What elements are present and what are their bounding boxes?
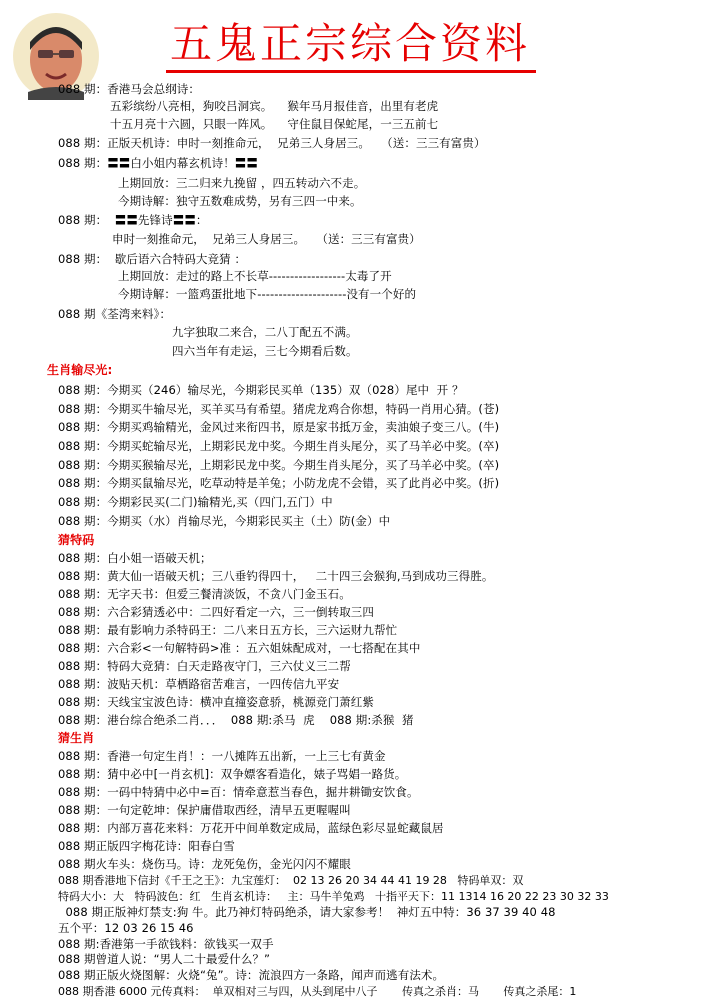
text-line: 088 期火车头：烧伤马。诗：龙死兔伤，金光闪闪不耀眼 <box>58 857 351 871</box>
text-line: 088 期：特码大竞猜：白天走路夜守门，三六仗义三二帮 <box>58 659 351 673</box>
text-line: 088 期：黄大仙一语破天机；三八垂钓得四十， 二十四三会猴狗,马到成功三得胜。 <box>58 569 494 583</box>
text-line: 申时一刻推命元， 兄弟三人身居三。 （送：三三有富贵） <box>112 232 421 246</box>
text-line: 上期回放：三二归来九挽留 ，四五转动六不走。 <box>118 176 366 190</box>
text-line: 特码大小：大 特码波色：红 生肖玄机诗： 主：马牛羊兔鸡 十指平天下：11 1314 16 20 22 23 30 32 33 <box>58 890 609 903</box>
text-line: 088 期曾道人说：“男人二十最爱什么？” <box>58 952 271 966</box>
section-heading: 生肖输尽光: <box>47 363 113 377</box>
text-line: 088 期：今期买猴输尽光，上期彩民龙中奖。今期生肖头尾分，买了马羊必中奖。(卒) <box>58 458 500 472</box>
text-line: 088 期：今期买鼠输尽光，吃草动特是羊兔；小防龙虎不会错，买了此肖必中奖。(折) <box>58 476 500 490</box>
text-line: 088 期：无字天书：但爱三餐清淡饭，不贪八门金玉石。 <box>58 587 351 601</box>
text-line: 088 期：今期买牛输尽光，买羊买马有希望。猪虎龙鸡合你想，特码一肖用心猜。(苍) <box>58 402 500 416</box>
text-line: 088 期：猜中必中[一肖玄机]：双争嫖客看造化，婊子骂娼一路货。 <box>58 767 407 781</box>
text-line: 四六当年有走运，三七今期看后数。 <box>172 344 358 358</box>
text-line: 088 期：今期买（246）输尽光，今期彩民买单（135）双（028）尾中 开 ？ <box>58 383 464 397</box>
text-line: 088 期：港台综合绝杀二肖．．． 088 期:杀马 虎 088 期:杀猴 猪 <box>58 713 414 727</box>
text-line: 088 期：〓〓白小姐内幕玄机诗！〓〓 <box>58 156 259 170</box>
text-line: 088 期： 歇后语六合特码大竞猜 ： <box>58 252 247 266</box>
text-line: 088 期:香港第一手欲钱料：欲钱买一双手 <box>58 937 274 951</box>
section-heading: 猜特码 <box>58 533 95 547</box>
page-title: 五鬼正宗综合资料 <box>166 18 536 73</box>
text-line: 088 期：今期彩民买(二门)输精光,买（四门,五门）中 <box>58 495 333 509</box>
text-line: 088 期正版四字梅花诗：阳春白雪 <box>58 839 235 853</box>
text-line: 088 期：内部万喜花来料：万花开中间单数定成局，蓝绿色彩尽显蛇藏鼠居 <box>58 821 444 835</box>
text-line: 088 期正版神灯禁支:狗 牛。此乃神灯特码绝杀，请大家参考！ 神灯五中特：36 37 39 40 48 <box>58 905 556 919</box>
text-line: 今期诗解：独守五数难成势，另有三四一中来。 <box>118 194 362 208</box>
text-line: 088 期：六合彩猜透必中：二四好看定一六，三一倒转取三四 <box>58 605 375 619</box>
text-line: 上期回放：走过的路上不长草------------------太毒了开 <box>118 269 392 283</box>
text-line: 十五月亮十六圆，只眼一阵风。 守住鼠目保蛇尾，一三五前七 <box>110 117 439 131</box>
text-line: 088 期香港地下信封《千王之王》：九宝莲灯： 02 13 26 20 34 44 41 19 28 特码单双：双 <box>58 874 524 887</box>
text-line: 088 期：香港马会总纲诗： <box>58 82 201 96</box>
text-line: 088 期《荃湾来料》： <box>58 307 172 321</box>
text-line: 088 期：六合彩<一句解特码>准 ：五六姐妹配成对，一七搭配在其中 <box>58 641 421 655</box>
text-line: 088 期香港 6000 元传真料： 单双相对三与四，从头到尾中八子 传真之杀肖：马 传真之杀尾：1 <box>58 985 577 998</box>
text-line: 088 期：天线宝宝波色诗：横冲直撞姿意骄，桃源竞门萧红紫 <box>58 695 375 709</box>
text-line: 今期诗解：一篮鸡蛋批地下---------------------没有一个好的 <box>118 287 417 301</box>
text-line: 088 期：一码中特猜中必中=百：情牵意惹当春色，掘井耕锄安饮食。 <box>58 785 419 799</box>
text-line: 088 期：白小姐一语破天机； <box>58 551 212 565</box>
text-line: 088 期：最有影响力杀特码王：二八来日五方长，三六运财九帮忙 <box>58 623 398 637</box>
text-line: 五个平：12 03 26 15 46 <box>58 921 194 935</box>
text-line: 088 期：一句定乾坤：保护庸借取西经，清早五更喔喔叫 <box>58 803 351 817</box>
text-line: 九字独取二来合，二八丁配五不满。 <box>172 325 358 339</box>
text-line: 088 期：今期买（水）肖输尽光，今期彩民买主（土）防(金）中 <box>58 514 391 528</box>
text-line: 088 期：今期买蛇输尽光，上期彩民龙中奖。今期生肖头尾分，买了马羊必中奖。(卒) <box>58 439 500 453</box>
text-line: 088 期： 〓〓先锋诗〓〓： <box>58 213 208 227</box>
text-line: 088 期：香港一句定生肖！：一八摊阵五出新，一上三七有黄金 <box>58 749 386 763</box>
text-line: 088 期正版火烧图解：火烧“兔”。诗：流浪四方一条路，闻声而逃有法术。 <box>58 968 445 982</box>
text-line: 088 期：波贴天机：草栖路宿苦难言，一四传信九平安 <box>58 677 340 691</box>
section-heading: 猜生肖 <box>58 731 95 745</box>
text-line: 五彩缤纷八亮相，狗咬吕洞宾。 猴年马月报佳音，出里有老虎 <box>110 99 439 113</box>
text-line: 088 期：正版天机诗：申时一刻推命元， 兄弟三人身居三。 （送：三三有富贵） <box>58 136 486 150</box>
text-line: 088 期：今期买鸡输精光，金风过来衔四书，原是家书抵万金，卖油娘子变三八。(牛) <box>58 420 500 434</box>
